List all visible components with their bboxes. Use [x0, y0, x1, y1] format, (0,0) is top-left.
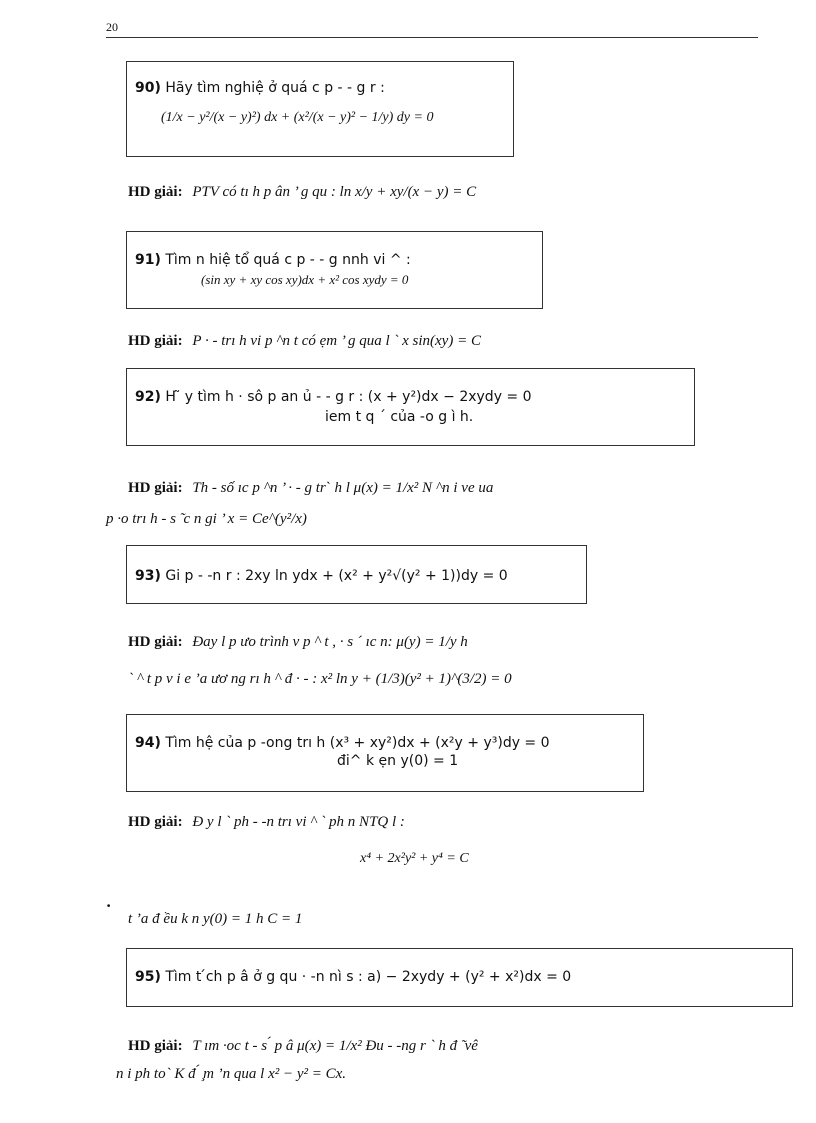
hint-text: Đ y l ` ph - -n trı vi ^ ` ph n NTQ l :	[192, 814, 405, 830]
hint-text: T ım ·oc t - s ́ p â μ(x) = 1/x² Đu - -ng r ` h đ ̃ vê	[192, 1038, 478, 1054]
hint-label: HD giải:	[128, 814, 183, 830]
hint-94-extra: t ’a đ ều k n y(0) = 1 h C = 1	[128, 911, 303, 927]
bullet-dot: .	[106, 893, 112, 911]
hint-95	[128, 1038, 478, 1055]
problem-number: 94)	[135, 735, 161, 751]
problem-text: Gi p - -n r : 2xy ln ydx + (x² + y²√(y² + 1))dy = 0	[165, 568, 508, 584]
problem-box-92	[126, 368, 695, 446]
problem-box-91	[126, 231, 543, 309]
problem-box-93	[126, 545, 587, 604]
hint-text: PTV có tı h p ân ’ g qu : ln x/y + xy/(x − y) = C	[192, 184, 477, 200]
problem-text: Tìm t ́ch p â ở g qu · -n nì s : a) − 2xydy + (y² + x²)dx = 0	[165, 969, 572, 985]
problem-equation: (sin xy + xy cos xy)dx + x² cos xydy = 0	[201, 272, 409, 287]
hint-label: HD giải:	[128, 184, 183, 200]
problem-number: 92)	[135, 389, 161, 405]
header-rule	[106, 37, 758, 38]
hint-label: HD giải:	[128, 480, 183, 496]
problem-box-95	[126, 948, 793, 1007]
problem-text: Hãy tìm nghiệ ở quá c p - - g r :	[165, 80, 385, 96]
hint-text: Đay l p ưo trình v p ^ t , · s ´ ıc n: μ(y) = 1/y h	[192, 634, 468, 650]
problem-number: 90)	[135, 80, 161, 96]
hint-label: HD giải:	[128, 1038, 183, 1054]
hint-91	[128, 333, 481, 350]
problem-box-94	[126, 714, 644, 792]
hint-94	[128, 814, 405, 831]
problem-number: 91)	[135, 252, 161, 268]
problem-text: Tìm hệ của p -ong trı h (x³ + xy²)dx + (x²y + y³)dy = 0	[165, 735, 550, 751]
hint-label: HD giải:	[128, 634, 183, 650]
problem-equation: (1/x − y²/(x − y)²) dx + (x²/(x − y)² − 1/y) dy = 0	[161, 110, 434, 125]
hint-label: HD giải:	[128, 333, 183, 349]
hint-93-line-2: ` ^ t p v i e ’a ươ ng rı h ^ đ · - : x² ln y + (1/3)(y² + 1)^(3/2) = 0	[128, 671, 512, 687]
hint-text: Th - số ıc p ^n ’ · - g trˋ h l μ(x) = 1/x² N ^n i ve ua	[192, 480, 494, 496]
problem-number: 93)	[135, 568, 161, 584]
problem-text-2: iem t q ´ của -o g ì h.	[325, 409, 474, 425]
hint-text: P · - trı h vi p ^n t có ẹm ’ g qua l ` x sin(xy) = C	[192, 333, 481, 349]
page-number: 20	[106, 20, 118, 34]
problem-number: 95)	[135, 969, 161, 985]
hint-92	[128, 480, 493, 497]
problem-text-2: đi^ k ẹn y(0) = 1	[337, 753, 459, 769]
problem-text: Tìm n hiệ tổ quá c p - - g nnh vi ^ :	[165, 252, 411, 268]
problem-text: H ̃ y tìm h · sô p an ủ - - g r : (x + y²)dx − 2xydy = 0	[165, 389, 532, 405]
hint-94-center-equation: x⁴ + 2x²y² + y⁴ = C	[360, 851, 469, 866]
hint-92-line-2: p ·o trı h - s ̃ c n gi ’ x = Ce^(y²/x)	[106, 511, 307, 527]
hint-90	[128, 184, 476, 201]
problem-box-90	[126, 61, 514, 157]
hint-95-line-2: n i ph to` K đ ́ ̧m ’n qua l x² − y² = Cx.	[116, 1066, 347, 1082]
hint-93	[128, 634, 468, 651]
